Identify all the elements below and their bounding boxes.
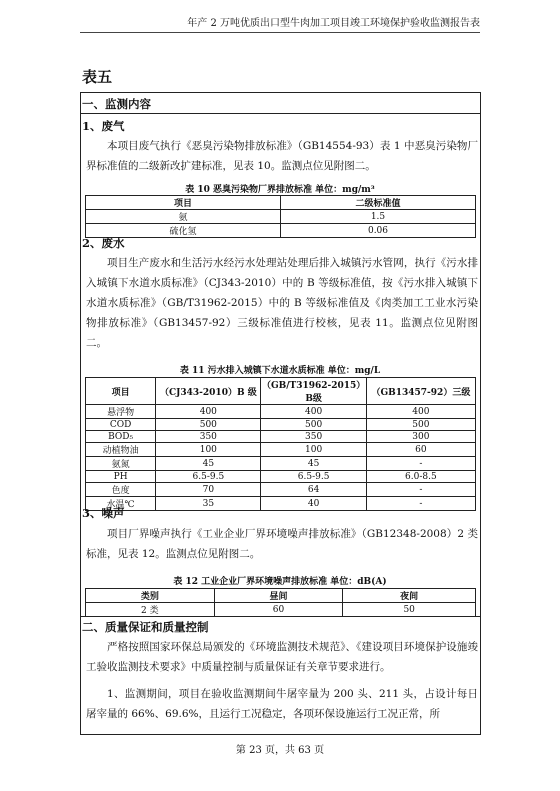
table10-header-standard: 二级标准值 <box>281 196 476 210</box>
table-cell: 6.5-9.5 <box>156 471 261 483</box>
table-cell: 氨 <box>86 210 281 224</box>
table11 <box>85 377 476 511</box>
table-cell: 400 <box>261 405 366 419</box>
table12 <box>85 588 476 617</box>
table12-header-night: 夜间 <box>343 589 476 603</box>
table-cell: 45 <box>156 457 261 471</box>
table-cell: - <box>366 483 475 497</box>
section-monitoring-content-title: 一、监测内容 <box>82 97 151 111</box>
water-paragraph: 项目生产废水和生活污水经污水处理站处理后排入城镇污水管网，执行《污水排入城镇下水道水质标准》（CJ343-2010）中的 B 等级标准值，按《污水排入城镇下水道水质标准》（GB/T31962-2015）中的 B 等级标准值及《肉类加工工业水污染物排放标准》（GB13457-92）三级标准值进行校核，见表 11。监测点位见附图二。 <box>86 257 478 349</box>
table-cell: 500 <box>261 419 366 431</box>
table-cell: 水温℃ <box>86 497 156 511</box>
table-cell: 60 <box>366 443 475 457</box>
table-cell: 100 <box>261 443 366 457</box>
table-row <box>86 405 476 419</box>
qa-paragraph-1: 严格按照国家环保总局颁发的《环境监测技术规范》、《建设项目环境保护设施竣工验收监测技术要求》中质量控制与质量保证有关章节要求进行。 <box>86 641 478 673</box>
table-cell: 500 <box>156 419 261 431</box>
table-cell: 350 <box>261 431 366 443</box>
table-cell: PH <box>86 471 156 483</box>
table-cell: 40 <box>261 497 366 511</box>
table11-header-gbt: （GB/T31962-2015） B级 <box>261 378 366 405</box>
table-cell: 400 <box>156 405 261 419</box>
table10 <box>85 195 476 238</box>
qa-paragraph-2: 1、监测期间，项目在验收监测期间牛屠宰量为 200 头、211 头，占设计每日屠宰量的 66%、69.6%，且运行工况稳定，各项环保设施运行工况正常，所 <box>86 688 478 720</box>
table-cell: 氨氮 <box>86 457 156 471</box>
table-cell: 6.5-9.5 <box>261 471 366 483</box>
table11-caption: 表 11 污水排入城镇下水道水质标准 单位：mg/L <box>179 366 381 376</box>
table-cell: 动植物油 <box>86 443 156 457</box>
table-cell: 500 <box>366 419 475 431</box>
table-cell: - <box>366 497 475 511</box>
table-cell: 悬浮物 <box>86 405 156 419</box>
table-cell: 硫化氢 <box>86 224 281 238</box>
table-row <box>86 483 476 497</box>
table12-header-category: 类别 <box>86 589 215 603</box>
table-cell: 100 <box>156 443 261 457</box>
noise-title: 3、噪声 <box>82 506 125 520</box>
table-cell: 300 <box>366 431 475 443</box>
table12-caption: 表 12 工业企业厂界环境噪声排放标准 单位：dB(A) <box>173 577 387 587</box>
table-cell: 64 <box>261 483 366 497</box>
table10-caption: 表 10 恶臭污染物厂界排放标准 单位：mg/m³ <box>185 185 375 195</box>
table-cell: 6.0-8.5 <box>366 471 475 483</box>
table-cell: 色度 <box>86 483 156 497</box>
table-row <box>86 210 476 224</box>
table-cell: COD <box>86 419 156 431</box>
noise-paragraph: 项目厂界噪声执行《工业企业厂界环境噪声排放标准》（GB12348-2008）2 类标准，见表 12。监测点位见附图二。 <box>86 528 478 560</box>
table-cell: 60 <box>214 603 343 617</box>
water-title: 2、废水 <box>82 236 125 250</box>
table11-header-item: 项目 <box>86 378 156 405</box>
page-header: 年产 2 万吨优质出口型牛肉加工项目竣工环境保护验收监测报告表 <box>80 14 480 33</box>
table-row <box>86 603 476 617</box>
section-qa-title: 二、质量保证和质量控制 <box>82 620 209 634</box>
table12-header-day: 昼间 <box>214 589 343 603</box>
table-cell: - <box>366 457 475 471</box>
table-label: 表五 <box>82 68 113 86</box>
gas-paragraph: 本项目废气执行《恶臭污染物排放标准》（GB14554-93）表 1 中恶臭污染物厂界标准值的二级新改扩建标准，见表 10。监测点位见附图二。 <box>86 140 478 172</box>
table-row <box>86 419 476 431</box>
table-row <box>86 443 476 457</box>
table10-header-item: 项目 <box>86 196 281 210</box>
table-cell: 0.06 <box>281 224 476 238</box>
table-cell: 400 <box>366 405 475 419</box>
table-cell: 1.5 <box>281 210 476 224</box>
table-cell: BOD₅ <box>86 431 156 443</box>
table-row <box>86 471 476 483</box>
table-cell: 50 <box>343 603 476 617</box>
table-row <box>86 457 476 471</box>
table-cell: 2 类 <box>86 603 215 617</box>
table-cell: 35 <box>156 497 261 511</box>
table-row <box>86 431 476 443</box>
table-cell: 70 <box>156 483 261 497</box>
page-footer: 第 23 页，共 63 页 <box>235 745 325 756</box>
divider <box>80 616 481 617</box>
table11-header-cj: （CJ343-2010）B 级 <box>156 378 261 405</box>
table-cell: 350 <box>156 431 261 443</box>
divider <box>80 113 481 114</box>
table11-header-gb: （GB13457-92）三级 <box>366 378 475 405</box>
gas-title: 1、废气 <box>82 119 125 133</box>
table-cell: 45 <box>261 457 366 471</box>
